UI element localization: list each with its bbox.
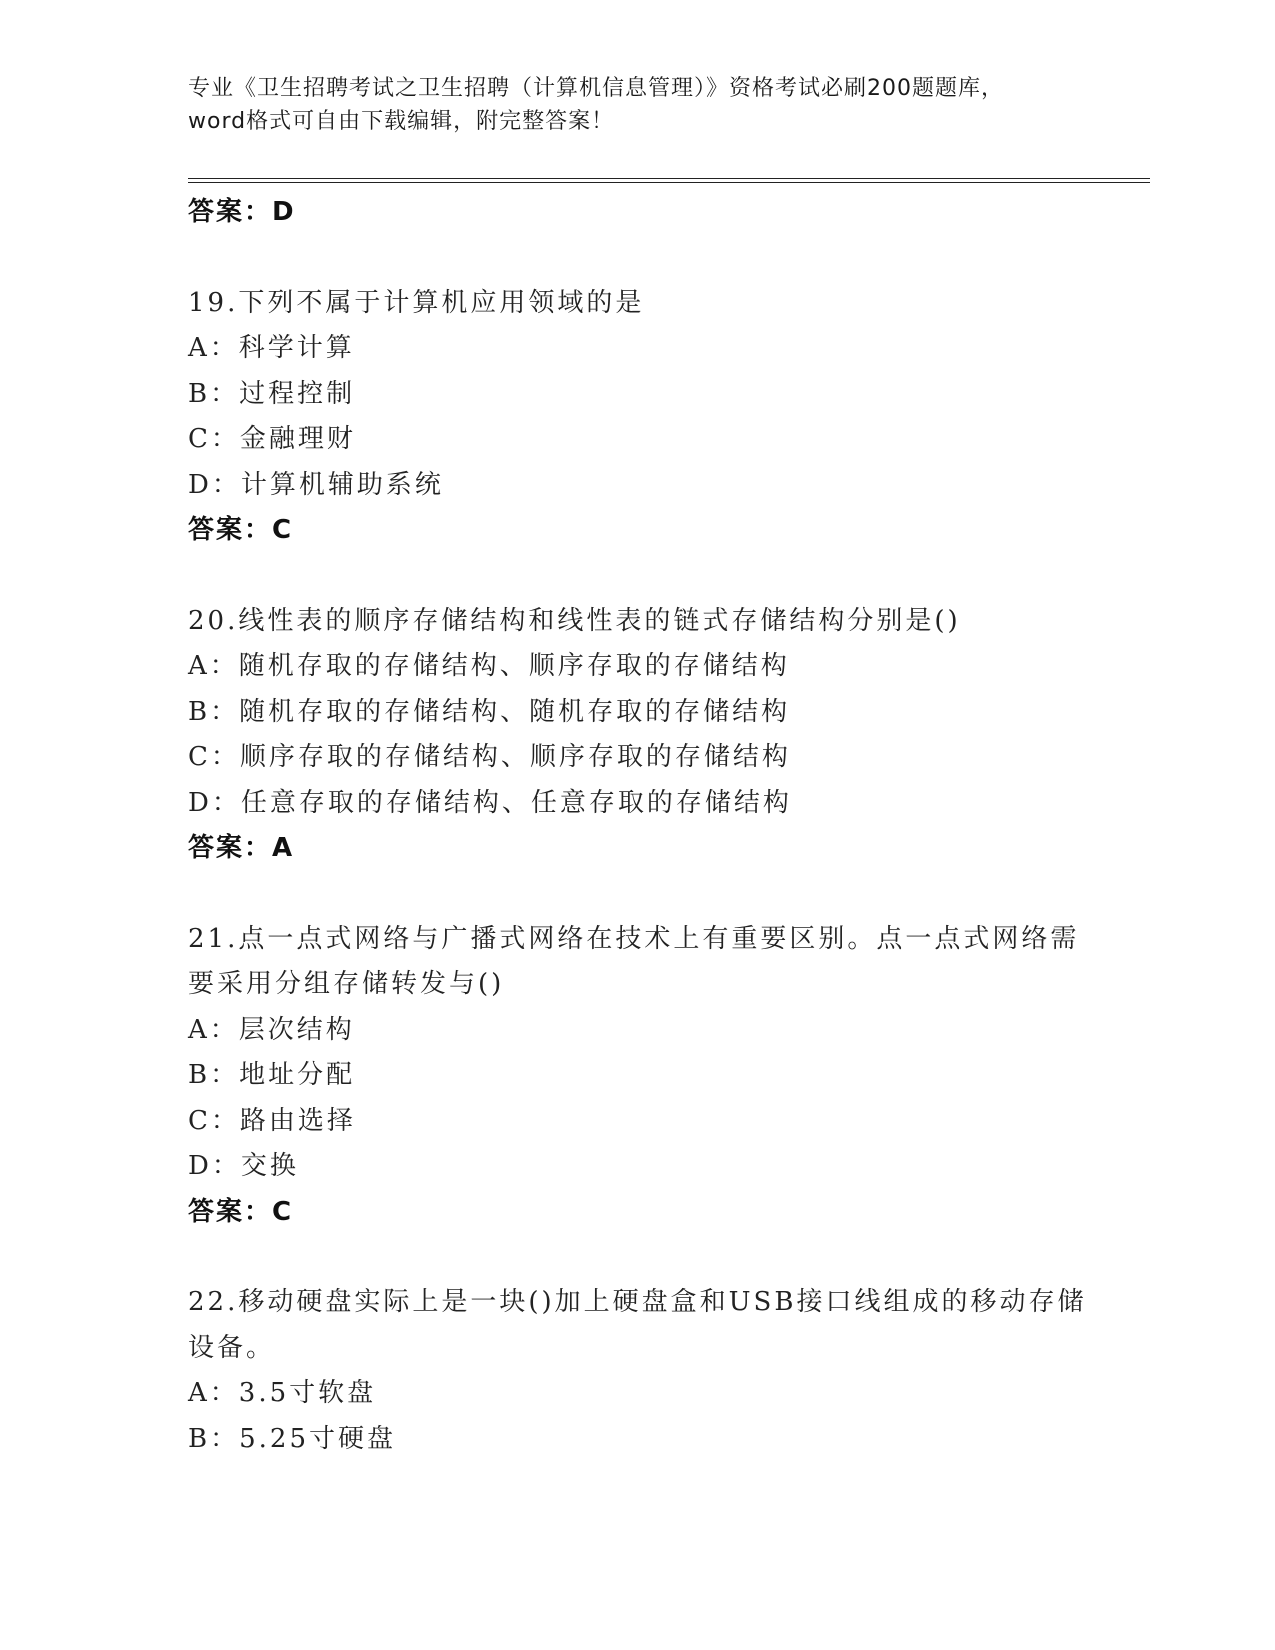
answer: 答案：C <box>188 1196 294 1227</box>
option-d: D：计算机辅助系统 <box>188 469 444 500</box>
spacer <box>188 554 1088 599</box>
header-line-2: word格式可自由下载编辑，附完整答案！ <box>188 109 615 134</box>
option-b: B：过程控制 <box>188 378 356 409</box>
question-list <box>188 190 1088 1462</box>
question-19 <box>188 281 1088 554</box>
question-text: 19.下列不属于计算机应用领域的是 <box>188 287 645 318</box>
option-a: A：层次结构 <box>188 1014 355 1045</box>
option-d: D：任意存取的存储结构、任意存取的存储结构 <box>188 787 792 818</box>
document-header <box>188 72 1108 138</box>
question-21 <box>188 917 1088 1236</box>
spacer <box>188 872 1088 917</box>
option-a: A：科学计算 <box>188 333 355 363</box>
option-d: D：交换 <box>188 1151 299 1181</box>
option-a: A：3.5寸软盘 <box>188 1378 377 1408</box>
question-text: 20.线性表的顺序存储结构和线性表的链式存储结构分别是() <box>188 605 961 636</box>
option-a: A：随机存取的存储结构、顺序存取的存储结构 <box>188 651 790 681</box>
option-c: C：金融理财 <box>188 424 356 454</box>
answer: 答案：C <box>188 515 294 545</box>
spacer <box>188 1235 1088 1280</box>
question-text-line-2: 要采用分组存储转发与() <box>188 969 505 999</box>
question-text-line-1: 22.移动硬盘实际上是一块()加上硬盘盒和USB接口线组成的移动存储 <box>188 1287 1087 1317</box>
question-text-line-2: 设备。 <box>188 1332 276 1363</box>
option-b: B：5.25寸硬盘 <box>188 1423 396 1454</box>
option-b: B：随机存取的存储结构、随机存取的存储结构 <box>188 696 791 727</box>
header-line-1: 专业《卫生招聘考试之卫生招聘（计算机信息管理）》资格考试必刷200题题库， <box>188 76 1004 101</box>
spacer <box>188 236 1088 281</box>
question-text-line-1: 21.点一点式网络与广播式网络在技术上有重要区别。点一点式网络需 <box>188 923 1080 954</box>
question-22 <box>188 1280 1088 1462</box>
option-b: B：地址分配 <box>188 1060 356 1090</box>
question-20 <box>188 599 1088 872</box>
previous-answer: 答案：D <box>188 197 296 227</box>
option-c: C：路由选择 <box>188 1105 356 1136</box>
answer: 答案：A <box>188 833 295 863</box>
header-divider <box>188 178 1150 183</box>
option-c: C：顺序存取的存储结构、顺序存取的存储结构 <box>188 742 791 772</box>
